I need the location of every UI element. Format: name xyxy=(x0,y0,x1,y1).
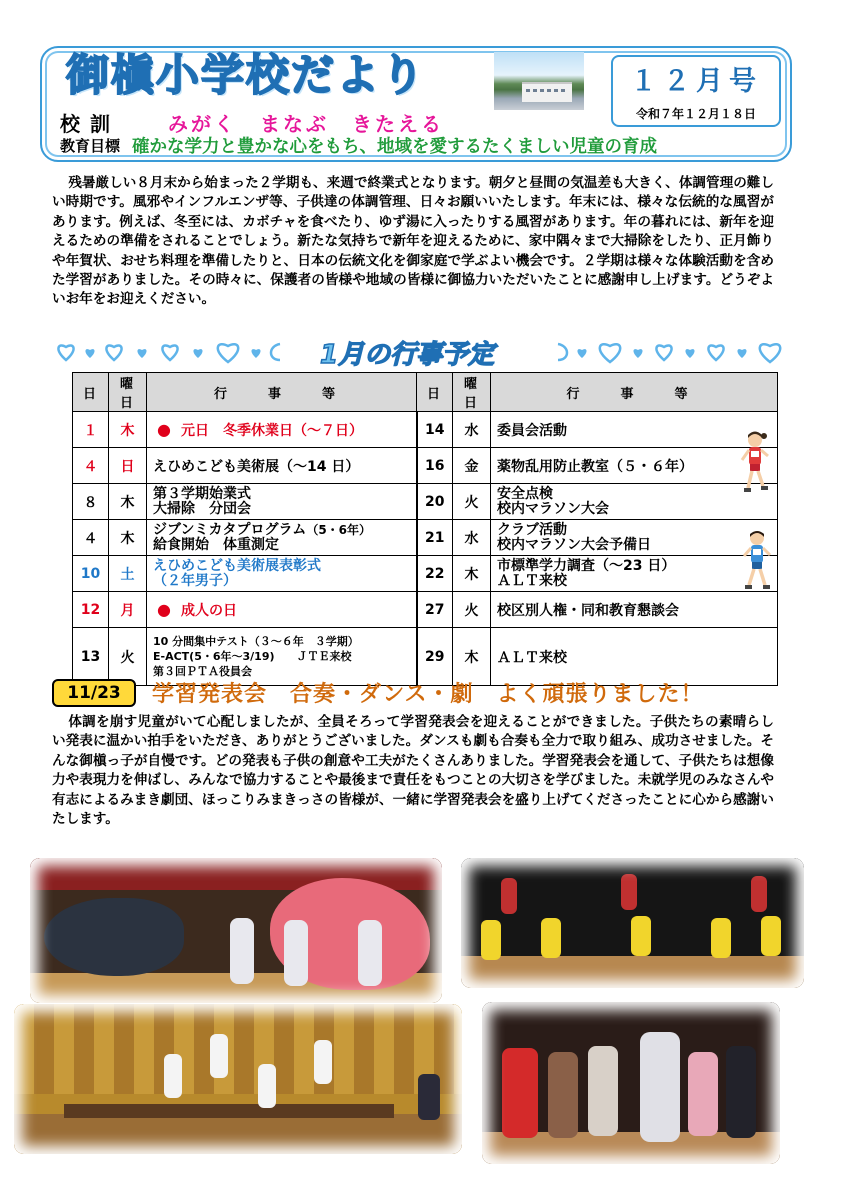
event-day: 21 xyxy=(417,520,453,556)
motto-label: 校訓 xyxy=(60,112,120,136)
event-day: 13 xyxy=(73,628,109,686)
event-text: 10 分間集中テスト（３～６年 ３学期） E-ACT(5・6年～3/19) ＪＴＥ来校 第３回ＰＴＡ役員会 xyxy=(147,628,417,686)
event-day: ４ xyxy=(73,448,109,484)
event-text: ジブンミカタプログラム（5・6年） 給食開始 体重測定 xyxy=(147,520,417,556)
photo-drama-stage xyxy=(30,858,442,1003)
event-text: ● 成人の日 xyxy=(147,592,417,628)
event-text: えひめこども美術展（～14 日） xyxy=(147,448,417,484)
event-text: ● 元日 冬季休業日（～７日） xyxy=(147,412,417,448)
event-weekday: 金 xyxy=(453,448,491,484)
intro-paragraph: 残暑厳しい８月末から始まった２学期も、来週で終業式となります。朝夕と昼間の気温差も大きく、体調管理の難しい時期です。風邪やインフルエンザ等、子供達の体調管理、日々お願いいたします。年末には、様々な伝統的な風習があります。例えば、冬至には、カボチャを食べたり、ゆず湯に入ったりする風習があります。年の暮れには、新年を迎えるための準備をされることでしょう。新たな気持ちで新年を迎えるために、家中隅々まで大掃除をしたり、正月飾りや年賀状、おせち料理を準備したりと、日本の伝統文化を御家庭で学ぶよい機会です。２学期は様々な体験活動を含めた学習がありました。その時々に、保護者の皆様や地域の皆様に御協力いただいたことに感謝申し上げます。どうぞよいお年をお迎えください。 xyxy=(52,175,774,308)
section-paragraph: 体調を崩す児童がいて心配しましたが、全員そろって学習発表会を迎えることができました。子供たちの素晴らしい発表に温かい拍手をいただき、ありがとうございました。ダンスも劇も合奏も全力で取り組み、成功させました。そんな御槇っ子が自慢です。どの発表も子供の創意や工夫がたくさんありました。学習発表会を通して、子供たちは想像力や表現力を伸ばし、みんなで協力することや最後まで責任をもつことの大切さを学びました。未就学児のみなさんや有志によるみまき劇団、ほっこりみまきっさの皆様が、一緒に学習発表会を盛り上げてくださったことに心から感謝いたします。 xyxy=(52,714,774,828)
event-day: 16 xyxy=(417,448,453,484)
event-day: １ xyxy=(73,412,109,448)
col-weekday-right: 曜日 xyxy=(453,373,491,412)
event-text: えひめこども美術展表彰式 （２年男子） xyxy=(147,556,417,592)
education-goal: 確かな学力と豊かな心をもち、地域を愛するたくましい児童の育成 xyxy=(132,137,657,157)
event-day: 12 xyxy=(73,592,109,628)
issue-box xyxy=(611,55,781,127)
masthead-title: 御槇小学校だより xyxy=(66,51,426,101)
goal-label: 教育目標 xyxy=(60,137,121,155)
col-day-right: 日 xyxy=(417,373,453,412)
event-weekday: 月 xyxy=(109,592,147,628)
event-day: ４ xyxy=(73,520,109,556)
heart-border-right-icon xyxy=(552,338,788,366)
event-weekday: 火 xyxy=(453,592,491,628)
event-day: 14 xyxy=(417,412,453,448)
event-text: 第３学期始業式 大掃除 分団会 xyxy=(147,484,417,520)
heart-border-left-icon xyxy=(52,338,288,366)
event-weekday: 木 xyxy=(453,556,491,592)
events-title: 1月の行事予定 xyxy=(320,340,495,370)
event-text: 市標準学力調査（～23 日） ＡＬＴ来校 xyxy=(491,556,778,592)
event-weekday: 火 xyxy=(453,484,491,520)
table-row xyxy=(73,412,778,448)
event-day: 22 xyxy=(417,556,453,592)
table-row xyxy=(73,448,778,484)
runner-boy-illustration xyxy=(740,528,774,600)
red-dot-icon: ● xyxy=(157,419,171,439)
red-dot-icon: ● xyxy=(157,599,171,619)
col-day-left: 日 xyxy=(73,373,109,412)
table-row xyxy=(73,484,778,520)
event-text: 委員会活動 xyxy=(491,412,778,448)
col-weekday-left: 曜日 xyxy=(109,373,147,412)
issue-date: 令和７年１２月１８日 xyxy=(635,107,756,121)
event-weekday: 日 xyxy=(109,448,147,484)
event-weekday: 木 xyxy=(109,412,147,448)
issue-number: １２月号 xyxy=(630,66,762,97)
event-text: クラブ活動 校内マラソン大会予備日 xyxy=(491,520,778,556)
events-table xyxy=(72,372,778,686)
event-text: 薬物乱用防止教室（５・６年） xyxy=(491,448,778,484)
event-day: 29 xyxy=(417,628,453,686)
event-day: 27 xyxy=(417,592,453,628)
runner-girl-illustration xyxy=(738,430,772,502)
event-text: 校区別人権・同和教育懇談会 xyxy=(491,592,778,628)
event-day: ８ xyxy=(73,484,109,520)
event-weekday: 水 xyxy=(453,412,491,448)
event-weekday: 火 xyxy=(109,628,147,686)
event-date-badge: 11/23 xyxy=(52,679,136,707)
table-row xyxy=(73,592,778,628)
event-weekday: 木 xyxy=(453,628,491,686)
event-text: 安全点検 校内マラソン大会 xyxy=(491,484,778,520)
table-row xyxy=(73,556,778,592)
school-building-photo xyxy=(494,52,584,110)
col-event-left: 行 事 等 xyxy=(147,373,417,412)
photo-ensemble-performance xyxy=(14,1004,462,1154)
section-title: 学習発表会 合奏・ダンス・劇 よく頑張りました！ xyxy=(152,682,704,707)
event-day: 10 xyxy=(73,556,109,592)
school-motto: みがく まなぶ きたえる xyxy=(168,112,444,136)
event-weekday: 水 xyxy=(453,520,491,556)
event-day: 20 xyxy=(417,484,453,520)
photo-dance-stage xyxy=(461,858,804,988)
col-event-right: 行 事 等 xyxy=(491,373,778,412)
event-weekday: 木 xyxy=(109,520,147,556)
photo-cast-lineup xyxy=(482,1002,780,1164)
event-weekday: 土 xyxy=(109,556,147,592)
table-row xyxy=(73,520,778,556)
event-text: ＡＬＴ来校 xyxy=(491,628,778,686)
event-weekday: 木 xyxy=(109,484,147,520)
